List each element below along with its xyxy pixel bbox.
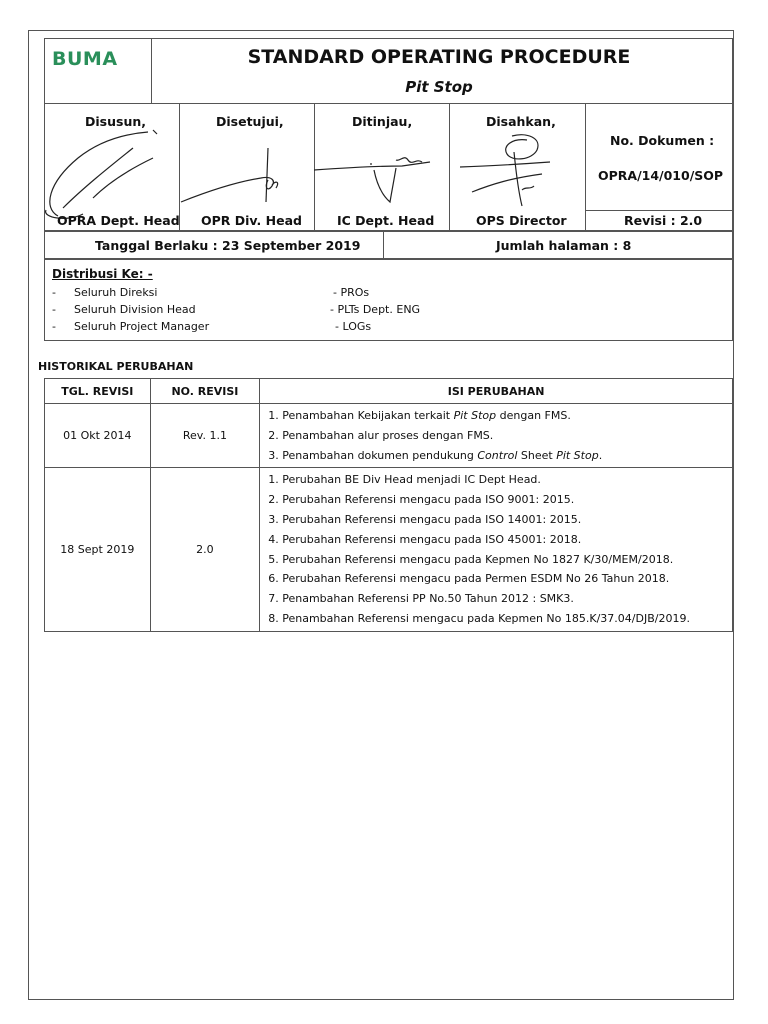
change-item: 3. Perubahan Referensi mengacu pada ISO 14001: 2015.: [268, 512, 582, 526]
sig-role-ops: OPS Director: [476, 213, 567, 228]
sig-top-disahkan: Disahkan,: [486, 114, 556, 129]
col-header-isi: ISI PERUBAHAN: [260, 379, 733, 404]
signature-ic-dept-head: [312, 140, 452, 210]
dist-right-item-2: - PLTs Dept. ENG: [330, 303, 421, 316]
sig-top-disusun: Disusun,: [85, 114, 146, 129]
change-item: 2. Perubahan Referensi mengacu pada ISO 9001: 2015.: [268, 493, 575, 507]
doc-number-label: No. Dokumen :: [610, 133, 715, 148]
history-header-row: [45, 379, 733, 404]
sig-top-disetujui: Disetujui,: [216, 114, 284, 129]
change-item: 2. Penambahan alur proses dengan FMS.: [268, 428, 494, 442]
change-item: 1. Penambahan Kebijakan terkait Pit Stop dengan FMS.: [268, 409, 571, 422]
revisi-divider: [585, 210, 733, 211]
dist-left-item-2: Seluruh Division Head: [74, 303, 196, 316]
signature-opr-div-head: [176, 140, 316, 215]
page-title: STANDARD OPERATING PROCEDURE: [247, 46, 631, 68]
effective-date: Tanggal Berlaku : 23 September 2019: [95, 238, 361, 253]
dist-left-bullet-2: -: [52, 303, 56, 316]
revision-number: 2.0: [150, 468, 260, 631]
change-item: 1. Perubahan BE Div Head menjadi IC Dept Head.: [268, 473, 541, 487]
change-item: 4. Perubahan Referensi mengacu pada ISO 45001: 2018.: [268, 532, 582, 546]
date-row-divider: [383, 231, 384, 259]
dist-left-bullet-3: -: [52, 320, 56, 333]
col-header-no: NO. REVISI: [150, 379, 260, 404]
history-table: [44, 378, 733, 632]
sig-top-ditinjau: Ditinjau,: [352, 114, 413, 129]
change-item: 7. Penambahan Referensi PP No.50 Tahun 2012 : SMK3.: [268, 592, 574, 606]
revision-number: Rev. 1.1: [150, 404, 260, 468]
dist-right-item-1: - PROs: [333, 286, 370, 299]
revision-date: 01 Okt 2014: [45, 404, 151, 468]
dist-left-item-3: Seluruh Project Manager: [74, 320, 210, 333]
change-item: 6. Perubahan Referensi mengacu pada Permen ESDM No 26 Tahun 2018.: [268, 572, 670, 586]
change-list: [260, 468, 733, 631]
page-count: Jumlah halaman : 8: [496, 238, 632, 253]
dist-left-bullet-1: -: [52, 286, 56, 299]
sig-role-ic: IC Dept. Head: [337, 213, 435, 228]
table-row: [45, 404, 733, 468]
change-item: 5. Perubahan Referensi mengacu pada Kepmen No 1827 K/30/MEM/2018.: [268, 552, 674, 566]
sig-col-divider-4: [585, 103, 586, 231]
table-row: [45, 468, 733, 631]
dist-right-item-3: - LOGs: [335, 320, 372, 333]
history-heading: HISTORIKAL PERUBAHAN: [38, 360, 194, 373]
sig-role-opr: OPR Div. Head: [201, 213, 302, 228]
revision-date: 18 Sept 2019: [45, 468, 151, 631]
page-subtitle: Pit Stop: [405, 78, 473, 96]
revision-value: Revisi : 2.0: [624, 213, 703, 228]
distribution-heading: Distribusi Ke: -: [52, 267, 153, 281]
col-header-tgl: TGL. REVISI: [45, 379, 151, 404]
signature-opra-dept-head: [38, 128, 178, 223]
change-item: 3. Penambahan dokumen pendukung Control Sheet Pit Stop.: [268, 448, 603, 462]
doc-number-value: OPRA/14/010/SOP: [598, 168, 724, 183]
change-list: [260, 404, 733, 468]
company-logo: BUMA: [52, 48, 118, 70]
sig-role-opra: OPRA Dept. Head: [57, 213, 180, 228]
change-item: 8. Penambahan Referensi mengacu pada Kepmen No 185.K/37.04/DJB/2019.: [268, 611, 690, 625]
dist-left-item-1: Seluruh Direksi: [74, 286, 158, 299]
signature-ops-director: [452, 132, 582, 212]
